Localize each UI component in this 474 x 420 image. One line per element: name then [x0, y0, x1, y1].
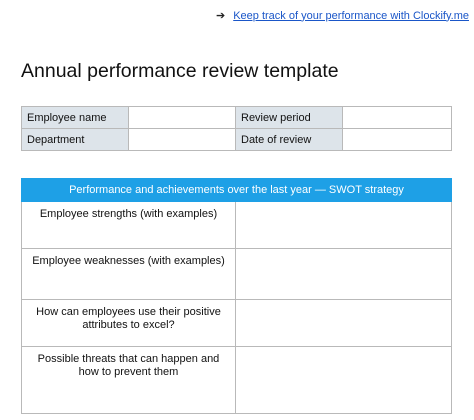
page-title: Annual performance review template: [21, 60, 339, 82]
department-label: Department: [22, 129, 129, 151]
table-row: [22, 300, 452, 347]
threats-field[interactable]: [236, 347, 452, 414]
table-row: [22, 202, 452, 249]
opportunities-label: How can employees use their positive attributes to excel?: [22, 300, 236, 347]
arrow-right-icon: ➔: [216, 10, 226, 22]
threats-label: Possible threats that can happen and how to prevent them: [22, 347, 236, 414]
table-row: [22, 249, 452, 300]
weaknesses-label: Employee weaknesses (with examples): [22, 249, 236, 300]
clockify-link[interactable]: Keep track of your performance with Clockify.me: [233, 9, 469, 22]
table-row: [22, 129, 452, 151]
clockify-promo-link-row: [216, 9, 469, 22]
swot-table: [21, 178, 452, 414]
strengths-label: Employee strengths (with examples): [22, 202, 236, 249]
weaknesses-field[interactable]: [236, 249, 452, 300]
employee-info-table: [21, 106, 452, 151]
review-period-field[interactable]: [343, 107, 452, 129]
review-period-label: Review period: [236, 107, 343, 129]
swot-header: Performance and achievements over the last year — SWOT strategy: [22, 179, 452, 202]
date-of-review-label: Date of review: [236, 129, 343, 151]
employee-name-label: Employee name: [22, 107, 129, 129]
table-row: [22, 107, 452, 129]
opportunities-field[interactable]: [236, 300, 452, 347]
table-row: [22, 347, 452, 414]
department-field[interactable]: [129, 129, 236, 151]
strengths-field[interactable]: [236, 202, 452, 249]
date-of-review-field[interactable]: [343, 129, 452, 151]
employee-name-field[interactable]: [129, 107, 236, 129]
